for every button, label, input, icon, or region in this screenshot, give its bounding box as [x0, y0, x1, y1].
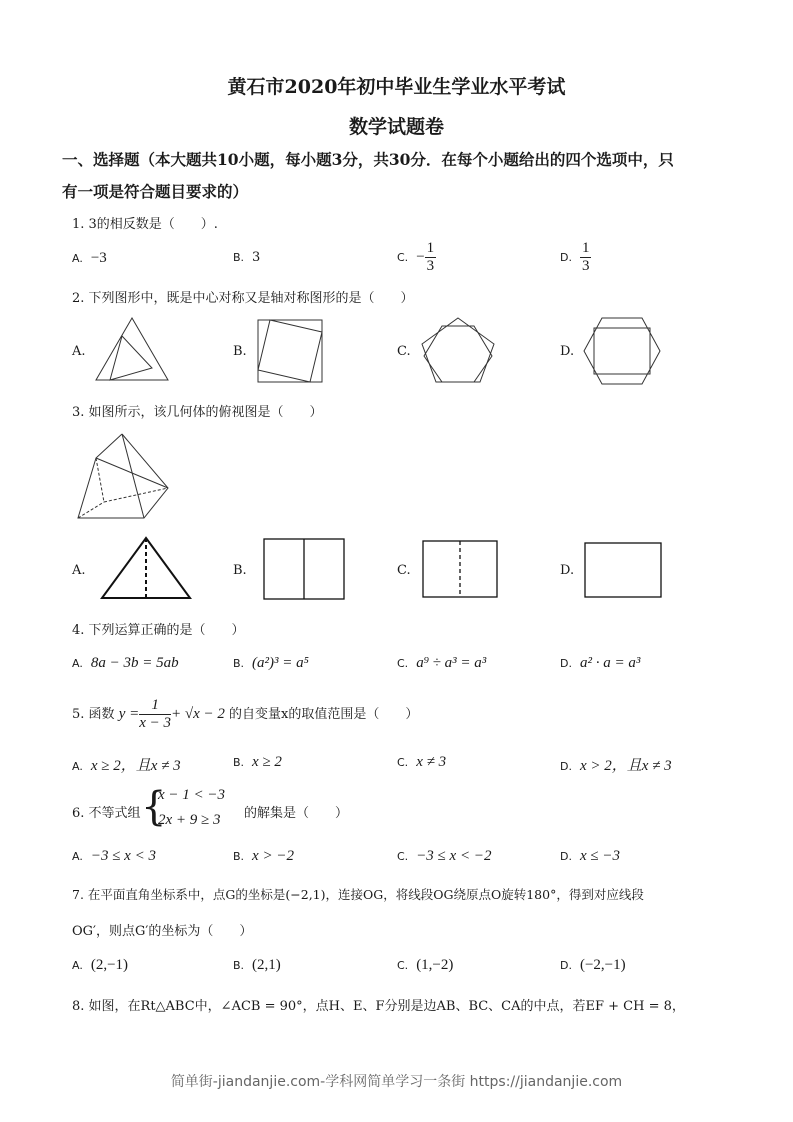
- exam-title: 黄石市2020年初中毕业生学业水平考试: [227, 76, 566, 98]
- square-figure: [256, 318, 324, 384]
- q4-option-a: A. 8a − 3b = 5ab: [72, 655, 179, 671]
- q7-option-b: B. (2,1): [233, 957, 281, 973]
- pentagon-figure: [420, 316, 496, 384]
- q2-option-b-label: B.: [233, 344, 247, 359]
- q1-option-d: D. $\frac{1}{3}$: [560, 240, 590, 274]
- section-heading: 一、选择题（本大题共10小题，每小题3分，共30分．在每个小题给出的四个选项中，只: [62, 150, 674, 169]
- question-5: 5. 函数 y = $\frac{1}{x - 3}$ + √x − 2 的自变量x的取值范围是（ ）: [72, 697, 419, 731]
- q5-option-d: D. x > 2，且x ≠ 3: [560, 758, 672, 774]
- question-1: 1. 3的相反数是（ ）.: [72, 217, 218, 232]
- q5-option-c: C. x ≠ 3: [397, 754, 447, 770]
- question-7: 7. 在平面直角坐标系中，点G的坐标是(−2,1)，连接OG，将线段OG绕原点O旋转180°，得到对应线段: [72, 887, 644, 902]
- q3-option-a-label: A.: [72, 563, 86, 578]
- section-heading-cont: 有一项是符合题目要求的）: [62, 182, 249, 201]
- q4-option-b: B. (a²)³ = a⁵: [233, 655, 309, 671]
- q7-option-d: D. (−2,−1): [560, 957, 626, 973]
- solid-figure: [76, 432, 172, 522]
- inequality-1: x − 1 < −3: [158, 787, 226, 803]
- question-6-prefix: 6. 不等式组: [72, 806, 141, 821]
- question-4: 4. 下列运算正确的是（ ）: [72, 623, 245, 638]
- view-rect-solid-line-figure: [263, 538, 345, 600]
- q3-option-c-label: C.: [397, 563, 411, 578]
- q5-option-a: A. x ≥ 2，且x ≠ 3: [72, 758, 181, 774]
- question-2: 2. 下列图形中，既是中心对称又是轴对称图形的是（ ）: [72, 291, 414, 306]
- q1-option-a: A. −3: [72, 250, 107, 266]
- q1-option-c: C. − $\frac{1}{3}$: [397, 240, 435, 274]
- inequality-2: 2x + 9 ≥ 3: [158, 812, 221, 828]
- hexagon-figure: [582, 316, 662, 386]
- q5-option-b: B. x ≥ 2: [233, 754, 282, 770]
- q7-option-c: C. (1,−2): [397, 957, 454, 973]
- q3-option-b-label: B.: [233, 563, 247, 578]
- brace: {: [141, 784, 167, 830]
- q4-option-c: C. a⁹ ÷ a³ = a³: [397, 655, 487, 671]
- q4-option-d: D. a² · a = a³: [560, 655, 641, 671]
- q1-option-b: B. 3: [233, 250, 261, 265]
- q2-option-a-label: A.: [72, 344, 86, 359]
- view-rect-figure: [584, 542, 662, 598]
- q6-option-a: A. −3 ≤ x < 3: [72, 848, 156, 864]
- view-rect-dashed-line-figure: [422, 540, 498, 598]
- question-8: 8. 如图，在Rt△ABC中，∠ACB = 90°，点H、E、F分别是边AB、BC、CA的中点，若EF + CH = 8，: [72, 999, 685, 1014]
- q6-option-d: D. x ≤ −3: [560, 848, 620, 864]
- question-3: 3. 如图所示，该几何体的俯视图是（ ）: [72, 405, 323, 420]
- exam-subtitle: 数学试题卷: [348, 116, 444, 138]
- footer-watermark: 简单街-jiandanjie.com-学科网简单学习一条街 https://jiandanjie.com: [170, 1074, 623, 1090]
- q2-option-d-label: D.: [560, 344, 575, 359]
- question-7-cont: OG′，则点G′的坐标为（ ）: [72, 924, 253, 939]
- q3-option-d-label: D.: [560, 563, 575, 578]
- q6-option-b: B. x > −2: [233, 848, 294, 864]
- q7-option-a: A. (2,−1): [72, 957, 129, 973]
- view-triangle-figure: [100, 536, 192, 600]
- q2-option-c-label: C.: [397, 344, 411, 359]
- q6-option-c: C. −3 ≤ x < −2: [397, 848, 492, 864]
- question-6-suffix: 的解集是（ ）: [244, 806, 349, 821]
- triangle-figure: [92, 316, 172, 384]
